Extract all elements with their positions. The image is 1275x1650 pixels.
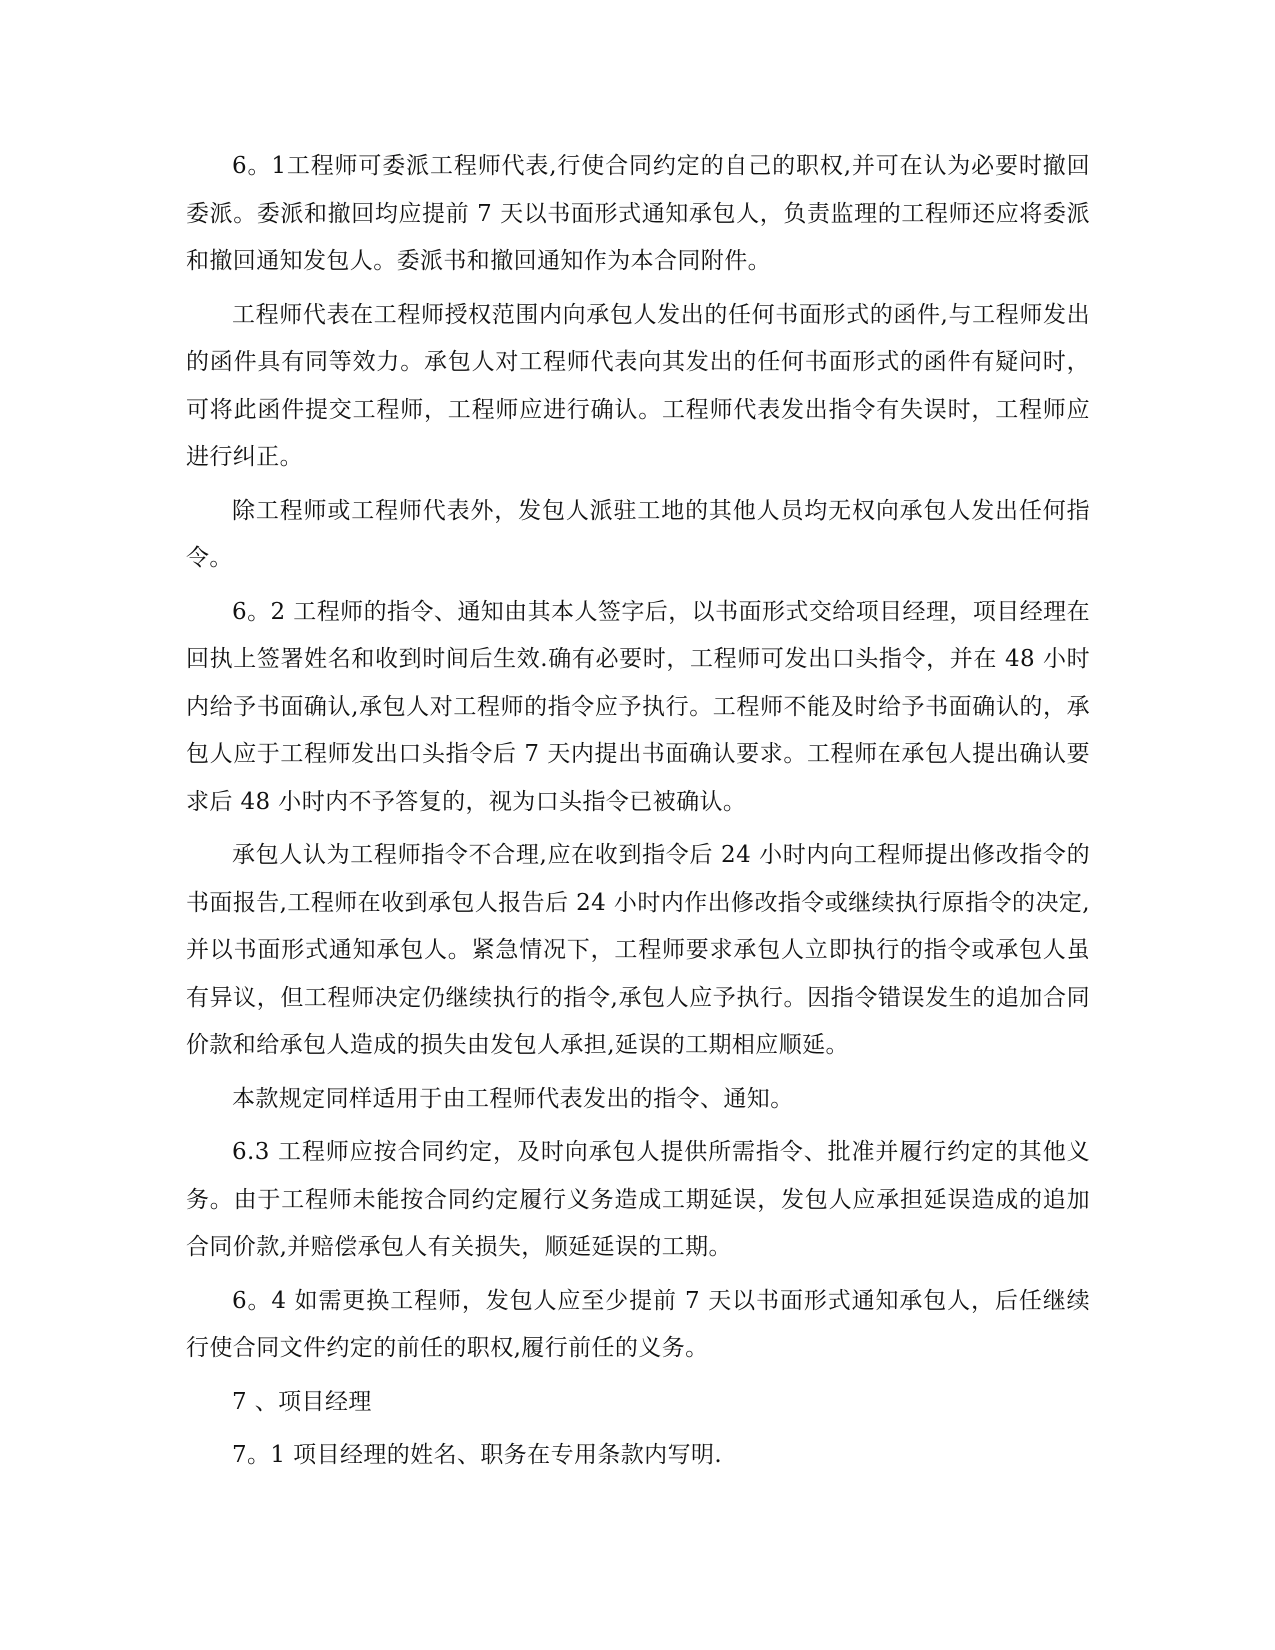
paragraph-unreasonable-instruction: 承包人认为工程师指令不合理,应在收到指令后 24 小时内向工程师提出修改指令的书面报告,工程师在收到承包人报告后 24 小时内作出修改指令或继续执行原指令的决定,并以书面形式通知承包人。紧急情况下，工程师要求承包人立即执行的指令或承包人虽有异议，但工程师决定仍继续执行的指令,承包人应予执行。因指令错误发生的追加合同价款和给承包人造成的损失由发包人承担,延误的工期相应顺延。 [186,842,1090,1058]
paragraph-6-3: 6.3 工程师应按合同约定，及时向承包人提供所需指令、批准并履行约定的其他义务。由于工程师未能按合同约定履行义务造成工期延误，发包人应承担延误造成的追加合同价款,并赔偿承包人有关损失，顺延延误的工期。 [186,1139,1090,1260]
paragraph-engineer-representative: 工程师代表在工程师授权范围内向承包人发出的任何书面形式的函件,与工程师发出的函件具有同等效力。承包人对工程师代表向其发出的任何书面形式的函件有疑问时，可将此函件提交工程师，工程师应进行确认。工程师代表发出指令有失误时，工程师应进行纠正。 [186,301,1090,470]
paragraph-6-4: 6。4 如需更换工程师，发包人应至少提前 7 天以书面形式通知承包人，后任继续行使合同文件约定的前任的职权,履行前任的义务。 [186,1287,1090,1361]
paragraph-other-personnel: 除工程师或工程师代表外，发包人派驻工地的其他人员均无权向承包人发出任何指令。 [186,497,1090,571]
paragraph-6-2: 6。2 工程师的指令、通知由其本人签字后，以书面形式交给项目经理，项目经理在回执上签署姓名和收到时间后生效.确有必要时，工程师可发出口头指令，并在 48 小时内给予书面确认,承包人对工程师的指令应予执行。工程师不能及时给予书面确认的，承包人应于工程师发出口头指令后 7 天内提出书面确认要求。工程师在承包人提出确认要求后 48 小时内不予答复的，视为口头指令已被确认。 [186,598,1090,815]
paragraph-7-1: 7。1 项目经理的姓名、职务在专用条款内写明. [232,1442,723,1468]
section-heading-project-manager: 7 、项目经理 [232,1388,372,1415]
document-body [186,143,1090,1480]
paragraph-applicability: 本款规定同样适用于由工程师代表发出的指令、通知。 [232,1085,794,1112]
paragraph-6-1: 6。1工程师可委派工程师代表,行使合同约定的自己的职权,并可在认为必要时撤回委派。委派和撤回均应提前 7 天以书面形式通知承包人，负责监理的工程师还应将委派和撤回通知发包人。委派书和撤回通知作为本合同附件。 [186,153,1090,274]
